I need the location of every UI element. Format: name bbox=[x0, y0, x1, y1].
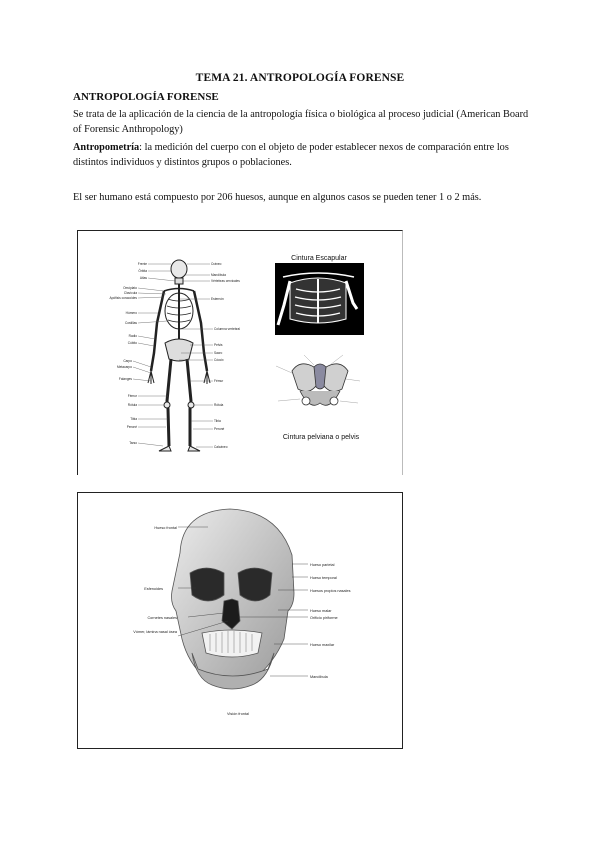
skel-left-label-4: Clavícula bbox=[123, 291, 137, 295]
skel-right-label-12: Calcáneo bbox=[214, 445, 228, 449]
skel-right-label-7: Cóccix bbox=[214, 358, 224, 362]
skel-left-label-5: Apófisis coracoides bbox=[109, 296, 137, 300]
skeleton-right-labels bbox=[211, 262, 240, 449]
pelvis-drawing bbox=[292, 364, 348, 405]
skel-left-label-10: Carpo bbox=[123, 359, 132, 363]
skel-left-label-11: Metacarpo bbox=[116, 365, 132, 369]
skel-right-label-11: Peroné bbox=[214, 427, 225, 431]
skeleton-figure bbox=[78, 231, 402, 475]
skeleton-figure-panel bbox=[77, 230, 403, 475]
skull-label-esfenoides: Esfenoides bbox=[144, 587, 163, 591]
document-title: TEMA 21. ANTROPOLOGÍA FORENSE bbox=[195, 72, 405, 84]
skel-right-label-4: Columna vertebral bbox=[214, 327, 241, 331]
skel-right-label-0: Cráneo bbox=[211, 262, 222, 266]
skull-drawing bbox=[172, 509, 295, 689]
skel-right-label-1: Mandíbula bbox=[211, 273, 226, 277]
skel-right-label-3: Esternón bbox=[211, 297, 224, 301]
skull-label-frontal: Hueso frontal bbox=[154, 526, 177, 530]
paragraph-definition: Se trata de la aplicación de la ciencia de la antropología física o biológica al proceso judicial (American Board of Forensic Anthropology) bbox=[73, 109, 529, 135]
skel-left-label-2: Atlas bbox=[139, 276, 147, 280]
skull-label-maxilar: Hueso maxilar bbox=[310, 643, 335, 647]
anthropometry-term: Antropometría bbox=[73, 142, 140, 153]
skull-label-temporal: Hueso temporal bbox=[310, 576, 337, 580]
skel-left-label-0: Frente bbox=[137, 262, 147, 266]
skull-label-nasales: Huesos propios nasales bbox=[310, 589, 351, 593]
skel-left-label-15: Tibia bbox=[130, 417, 137, 421]
skel-right-label-9: Rótula bbox=[214, 403, 224, 407]
skull-label-cornetes: Cornetes nasales bbox=[147, 616, 177, 620]
skull-label-parietal: Hueso parietal bbox=[310, 563, 335, 567]
skel-right-label-2: Vértebras cervicales bbox=[211, 279, 240, 283]
skel-left-label-3: Omóplato bbox=[123, 286, 137, 290]
pelvic-caption: Cintura pelviana o pelvis bbox=[282, 434, 360, 441]
skel-left-label-7: Costillas bbox=[124, 321, 137, 325]
skel-right-label-8: Fémur bbox=[214, 379, 224, 383]
skel-left-label-12: Falanges bbox=[118, 377, 132, 381]
skull-left-labels bbox=[133, 526, 178, 634]
skel-left-label-1: Órbita bbox=[138, 269, 147, 273]
skel-left-label-6: Húmero bbox=[125, 311, 137, 315]
skull-label-vomer: Vómer, lámina nasal ósea bbox=[133, 630, 177, 634]
skull-label-mandibula: Mandíbula bbox=[310, 675, 328, 679]
skel-left-label-8: Radio bbox=[128, 334, 137, 338]
section-heading: ANTROPOLOGÍA FORENSE bbox=[73, 91, 219, 103]
full-skeleton-drawing bbox=[148, 260, 210, 451]
anthropometry-text: : la medición del cuerpo con el objeto de poder establecer nexos de comparación entre los distintos individuos y distintos grupos o poblaciones. bbox=[73, 142, 509, 168]
skull-figure-panel bbox=[77, 492, 403, 749]
skull-label-piriforme: Orificio piriforme bbox=[310, 616, 338, 620]
skull-figure bbox=[78, 493, 402, 748]
skel-left-label-14: Rótula bbox=[127, 403, 137, 407]
paragraph-anthropometry bbox=[73, 140, 533, 170]
skull-label-malar: Hueso malar bbox=[310, 609, 332, 613]
skeleton-left-labels bbox=[110, 262, 148, 445]
skel-left-label-17: Tarso bbox=[129, 441, 137, 445]
skull-caption: Visión frontal bbox=[227, 712, 249, 716]
skel-right-label-5: Pelvis bbox=[214, 343, 223, 347]
skel-left-label-9: Cúbito bbox=[127, 341, 137, 345]
skel-right-label-6: Sacro bbox=[214, 351, 223, 355]
skel-left-label-13: Fémur bbox=[127, 394, 137, 398]
skull-right-labels bbox=[310, 563, 351, 679]
paragraph-bones: El ser humano está compuesto por 206 huesos, aunque en algunos casos se pueden tener 1 o 2 más. bbox=[73, 192, 482, 203]
skel-left-label-16: Peroné bbox=[126, 425, 137, 429]
scapular-caption: Cintura Escapular bbox=[291, 255, 347, 262]
skel-right-label-10: Tibia bbox=[214, 419, 221, 423]
